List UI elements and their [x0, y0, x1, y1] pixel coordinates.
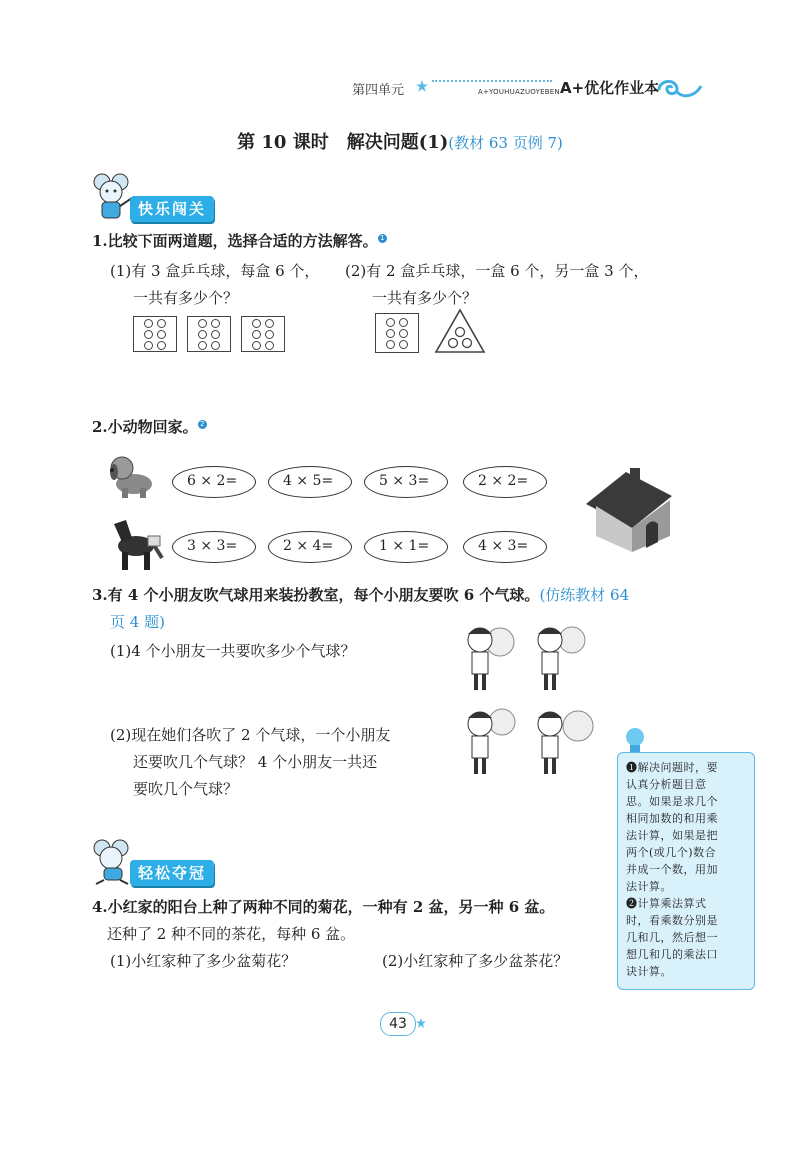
puppy-icon [104, 450, 160, 500]
girl-balloon-icon [528, 702, 598, 780]
unit-label: 第四单元 [352, 83, 405, 98]
q3-p1: (1)4 个小朋友一共要吹多少个气球？ [110, 642, 356, 660]
q3-p2-line1: (2)现在她们各吹了 2 个气球，一个小朋友 [110, 726, 391, 744]
tip-marker-1: 1 [378, 234, 387, 243]
q3-ref-line2: 页 4 题) [110, 613, 165, 631]
q4-p1: (1)小红家种了多少盆菊花？ [110, 952, 297, 970]
tip-marker-2: 2 [198, 420, 207, 429]
q4-line2: 还种了 2 种不同的茶花，每种 6 盆。 [107, 925, 356, 943]
equation-oval[interactable]: 1 × 1= [364, 531, 448, 563]
tip-line: 几和几，然后想一 [626, 931, 718, 944]
equation-oval[interactable]: 5 × 3= [364, 466, 448, 498]
house-icon [586, 466, 678, 554]
tip-line: 法计算，如果是把 [626, 829, 718, 842]
q4-line1 [92, 894, 612, 920]
tip-box [617, 752, 755, 990]
girl-balloon-icon [528, 618, 590, 696]
tip-line: 思。如果是求几个 [626, 795, 718, 808]
header-pinyin: A+YOUHUAZUOYEBEN [478, 88, 560, 96]
q3-p2-line2: 还要吹几个气球？ 4 个小朋友一共还 [133, 753, 378, 771]
q1-b-line2: 一共有多少个？ [372, 289, 478, 307]
section-banner-easy: 轻松夺冠 [130, 860, 214, 886]
equation-oval[interactable]: 2 × 2= [463, 466, 547, 498]
running-mouse-icon [90, 838, 134, 886]
tip-line: 认真分析题目意 [626, 778, 707, 791]
tip-line: 诀计算。 [626, 965, 672, 978]
q3-stem-text: 3.有 4 个小朋友吹气球用来装扮教室，每个小朋友要吹 6 个气球。 [92, 586, 540, 604]
q1-a-line2: 一共有多少个？ [133, 289, 239, 307]
equation-oval[interactable]: 2 × 4= [268, 531, 352, 563]
q2-stem [92, 414, 207, 440]
star-icon [416, 80, 428, 92]
q4-line1-text: 4.小红家的阳台上种了两种不同的菊花，一种有 2 盆，另一种 6 盆。 [92, 898, 555, 916]
q3-ref-line1: (仿练教材 64 [539, 586, 630, 604]
tip-line: ❶解决问题时，要 [626, 761, 718, 774]
triangle-ball-box-icon [434, 308, 486, 354]
star-icon [416, 1018, 426, 1028]
tip-line: 并成一个数，用加 [626, 863, 718, 876]
lesson-title-main: 第 10 课时 解决问题(1) [237, 132, 449, 153]
header-dots [432, 80, 552, 82]
equation-oval[interactable]: 4 × 3= [463, 531, 547, 563]
lesson-title [0, 128, 800, 154]
tip-line: 两个(或几个)数合 [626, 846, 717, 859]
tip-line: 法计算。 [626, 880, 672, 893]
q1-stem-text: 1.比较下面两道题，选择合适的方法解答。 [92, 232, 378, 250]
lesson-title-ref: (教材 63 页例 7) [448, 134, 563, 152]
tip-line: ❷计算乘法算式 [626, 897, 707, 910]
equation-oval[interactable]: 3 × 3= [172, 531, 256, 563]
q1-stem [92, 228, 387, 254]
tip-line: 想几和几的乘法口 [626, 948, 718, 961]
ball-box-icon [375, 313, 419, 353]
ball-box-icon [241, 316, 285, 352]
equation-oval[interactable]: 6 × 2= [172, 466, 256, 498]
ball-box-icon [187, 316, 231, 352]
q3-stem [92, 582, 712, 608]
tip-line: 相同加数的和用乘 [626, 812, 718, 825]
q3-p2-line3: 要吹几个气球？ [133, 780, 239, 798]
section-banner-happy: 快乐闯关 [130, 196, 214, 222]
page-number: 43 [380, 1012, 416, 1036]
q4-p2: (2)小红家种了多少盆茶花？ [382, 952, 569, 970]
tip-line: 时，看乘数分别是 [626, 914, 718, 927]
q1-b-line1: (2)有 2 盒乒乓球，一盒 6 个，另一盒 3 个， [345, 262, 649, 280]
horse-icon [104, 512, 164, 572]
brand-title: A+优化作业本 [560, 79, 660, 97]
equation-oval[interactable]: 4 × 5= [268, 466, 352, 498]
mouse-mascot-icon [90, 172, 134, 224]
q2-stem-text: 2.小动物回家。 [92, 418, 198, 436]
ball-box-icon [133, 316, 177, 352]
q1-a-line1: (1)有 3 盒乒乓球，每盒 6 个， [110, 262, 320, 280]
swirl-logo-icon [655, 76, 703, 102]
girl-balloon-icon [458, 702, 520, 780]
girl-balloon-icon [458, 618, 520, 696]
